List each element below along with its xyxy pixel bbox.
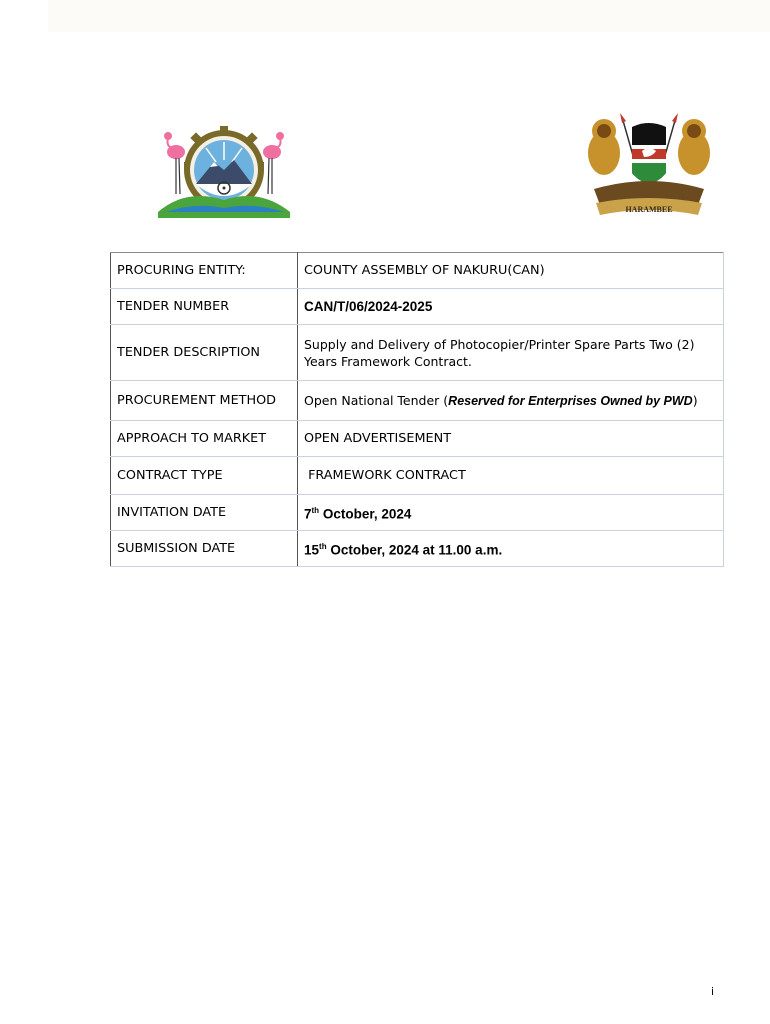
submission-date-value [298, 531, 724, 567]
invitation-date-rest: October, 2024 [319, 506, 412, 522]
procurement-method-value [298, 381, 724, 421]
table-row [111, 421, 724, 457]
table-row [111, 325, 724, 381]
submission-date-rest: October, 2024 at 11.00 a.m. [326, 542, 503, 558]
procurement-method-prefix: Open National Tender ( [304, 392, 449, 408]
procuring-entity-value: COUNTY ASSEMBLY OF NAKURU(CAN) [298, 253, 724, 289]
submission-day: 15 [304, 542, 320, 558]
invitation-day: 7 [304, 506, 312, 522]
tender-description-value: Supply and Delivery of Photocopier/Printer Spare Parts Two (2) Years Framework Contract. [298, 325, 724, 381]
invitation-date-label: INVITATION DATE [111, 495, 298, 531]
table-row [111, 289, 724, 325]
submission-ordinal: th [319, 542, 327, 552]
county-crest-emblem [156, 122, 292, 220]
tender-description-label: TENDER DESCRIPTION [111, 325, 298, 381]
procuring-entity-label: PROCURING ENTITY: [111, 253, 298, 289]
table-row [111, 381, 724, 421]
approach-to-market-label: APPROACH TO MARKET [111, 421, 298, 457]
top-band [48, 0, 770, 32]
procurement-method-suffix: ) [692, 392, 698, 408]
emblem-motto: HARAMBEE [625, 205, 673, 214]
invitation-ordinal: th [311, 506, 320, 516]
tender-number-value: CAN/T/06/2024-2025 [298, 289, 724, 325]
approach-to-market-value: OPEN ADVERTISEMENT [298, 421, 724, 457]
tender-info-table [110, 252, 724, 567]
table-row [111, 495, 724, 531]
contract-type-value: FRAMEWORK CONTRACT [298, 457, 724, 495]
submission-date-label: SUBMISSION DATE [111, 531, 298, 567]
table-row [111, 253, 724, 289]
table-row [111, 457, 724, 495]
contract-type-label: CONTRACT TYPE [111, 457, 298, 495]
procurement-method-label: PROCUREMENT METHOD [111, 381, 298, 421]
page-number: i [711, 985, 715, 998]
kenya-coat-of-arms-emblem [580, 113, 718, 219]
tender-number-label: TENDER NUMBER [111, 289, 298, 325]
invitation-date-value [298, 495, 724, 531]
table-row [111, 531, 724, 567]
procurement-method-emphasis: Reserved for Enterprises Owned by PWD [448, 393, 693, 408]
